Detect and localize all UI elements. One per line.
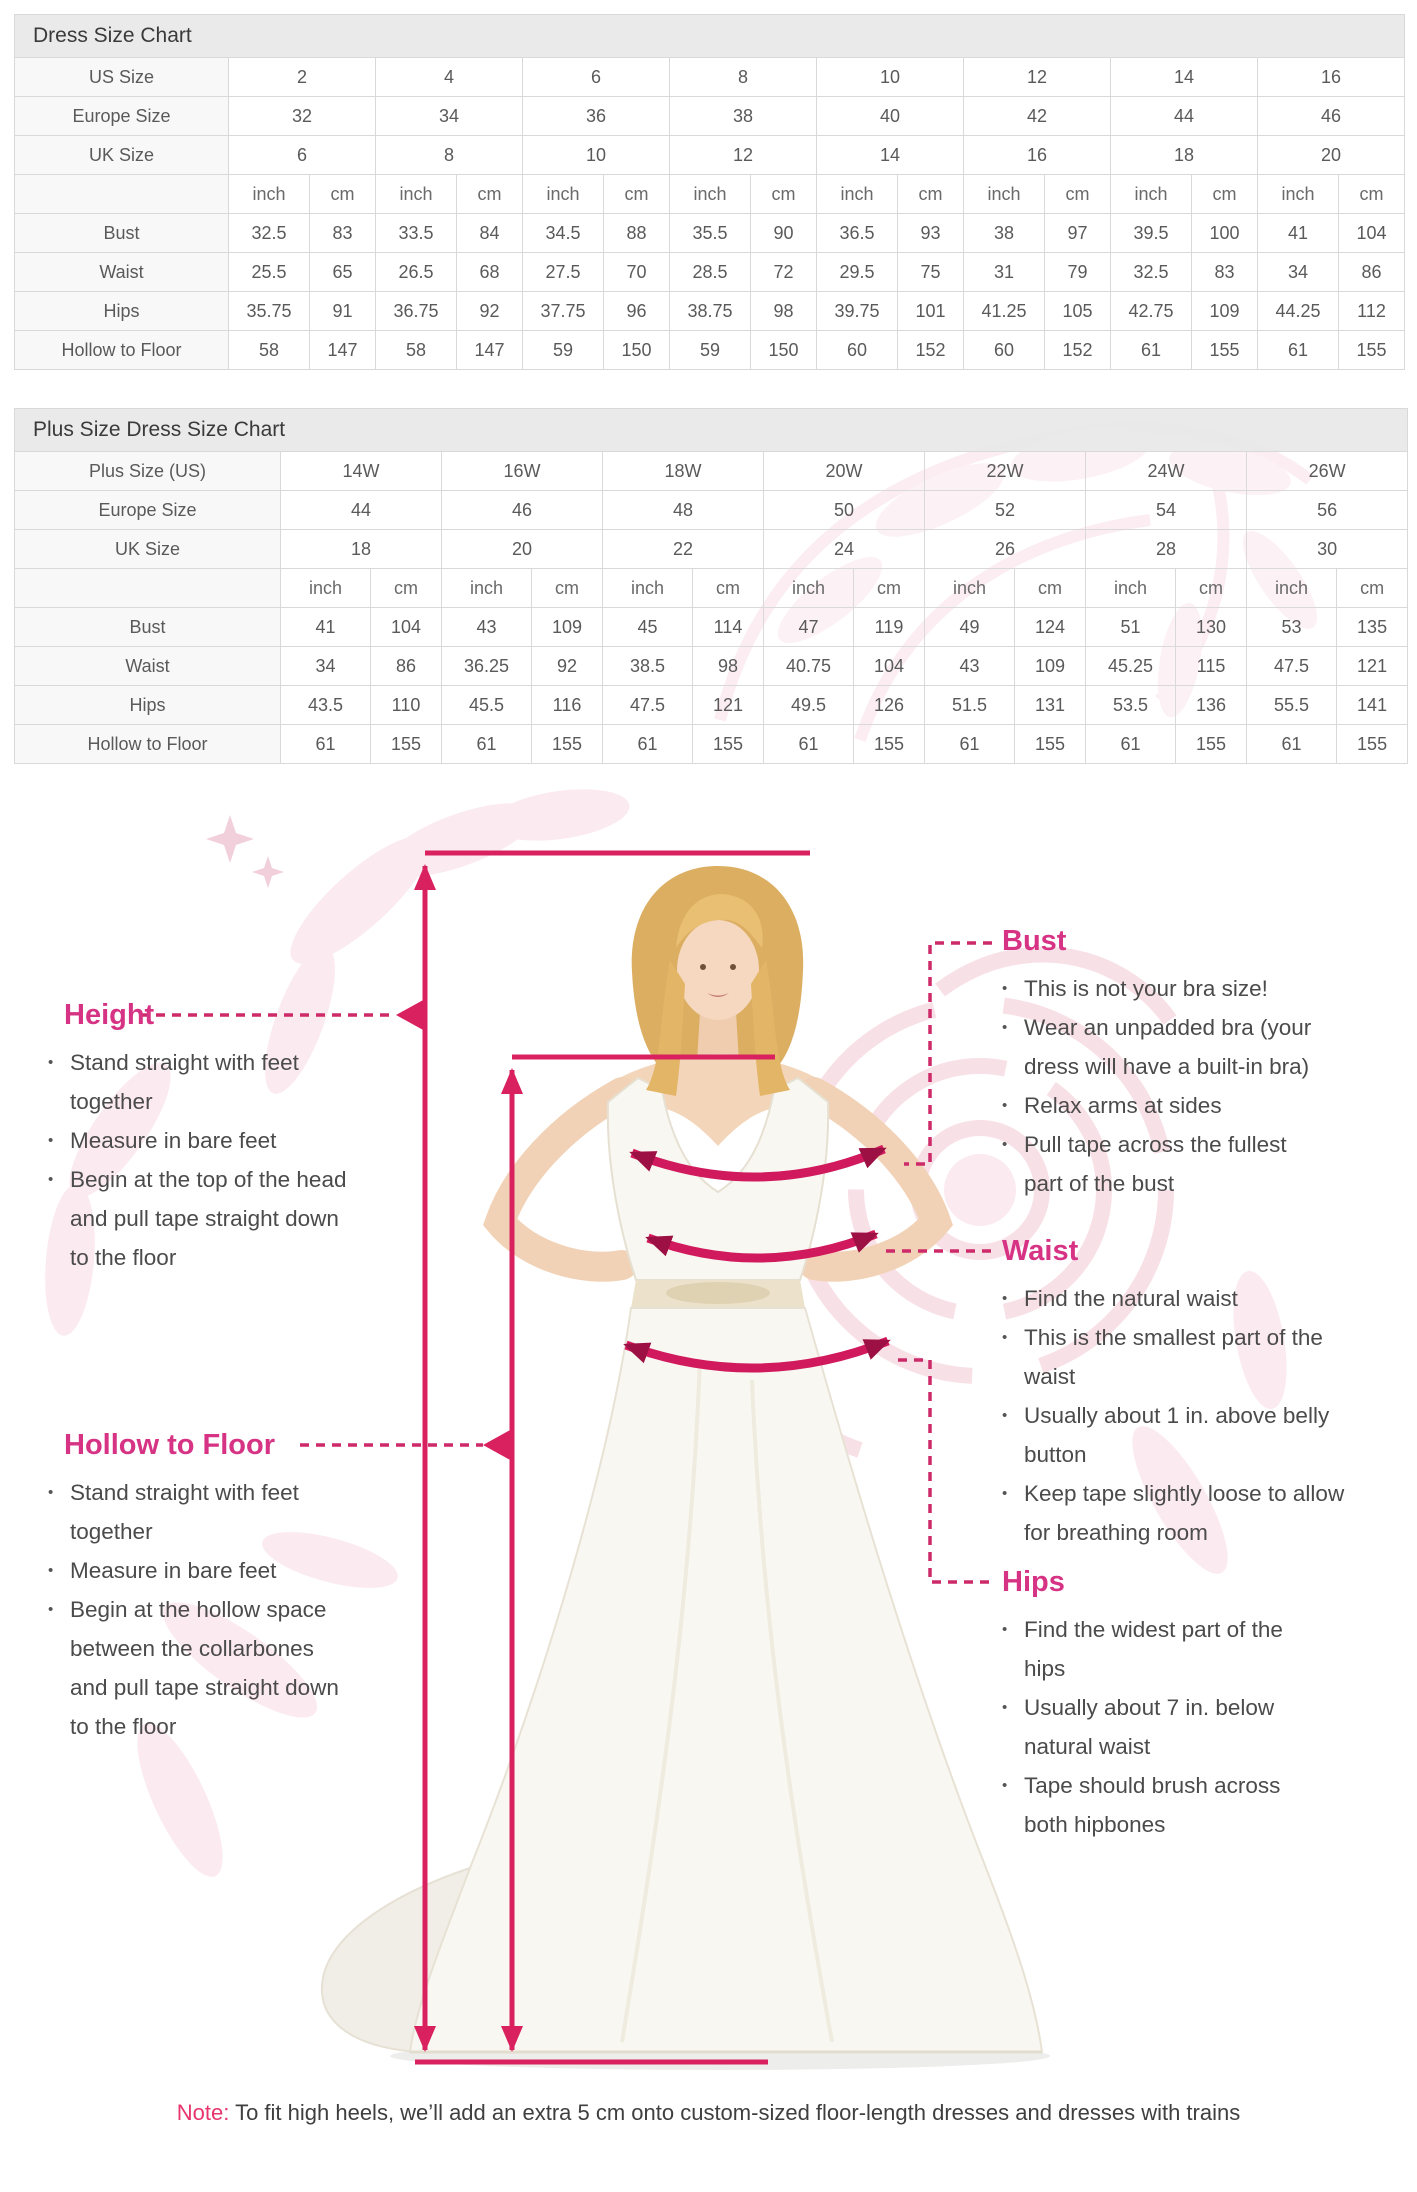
unit-label: inch bbox=[964, 175, 1045, 214]
measure-cell: 38.5 bbox=[603, 647, 693, 686]
measure-cell: 33.5 bbox=[376, 214, 457, 253]
measure-cell: 43 bbox=[925, 647, 1015, 686]
measure-cell: 36.25 bbox=[442, 647, 532, 686]
measure-cell: 135 bbox=[1337, 608, 1408, 647]
measure-cell: 121 bbox=[1337, 647, 1408, 686]
measure-cell: 92 bbox=[532, 647, 603, 686]
size-cell: 22W bbox=[925, 452, 1086, 491]
size-cell: 16 bbox=[1258, 58, 1405, 97]
measure-cell: 32.5 bbox=[1111, 253, 1192, 292]
table-row bbox=[15, 253, 1405, 292]
unit-label: cm bbox=[1337, 569, 1408, 608]
measure-cell: 152 bbox=[1045, 331, 1111, 370]
table-row bbox=[15, 725, 1408, 764]
size-cell: 28 bbox=[1086, 530, 1247, 569]
table-row bbox=[15, 530, 1408, 569]
measure-cell: 104 bbox=[1339, 214, 1405, 253]
measure-cell: 141 bbox=[1337, 686, 1408, 725]
dress-size-chart bbox=[14, 14, 1404, 370]
unit-label: inch bbox=[925, 569, 1015, 608]
measure-cell: 40.75 bbox=[764, 647, 854, 686]
size-cell: 40 bbox=[817, 97, 964, 136]
unit-label: cm bbox=[1339, 175, 1405, 214]
guide-bullets bbox=[1000, 1279, 1360, 1552]
measure-cell: 98 bbox=[693, 647, 764, 686]
measure-cell: 59 bbox=[523, 331, 604, 370]
measure-cell: 27.5 bbox=[523, 253, 604, 292]
row-label: Hollow to Floor bbox=[15, 725, 281, 764]
unit-label: cm bbox=[371, 569, 442, 608]
size-cell: 56 bbox=[1247, 491, 1408, 530]
measure-cell: 61 bbox=[925, 725, 1015, 764]
measure-cell: 97 bbox=[1045, 214, 1111, 253]
table-row bbox=[15, 452, 1408, 491]
measure-cell: 152 bbox=[898, 331, 964, 370]
row-label bbox=[15, 175, 229, 214]
guide-bullet: • Wear an unpadded bra (your dress will have a built-in bra) bbox=[1000, 1008, 1330, 1086]
measure-cell: 47.5 bbox=[603, 686, 693, 725]
size-cell: 6 bbox=[229, 136, 376, 175]
measure-cell: 115 bbox=[1176, 647, 1247, 686]
size-cell: 20W bbox=[764, 452, 925, 491]
measure-cell: 61 bbox=[1247, 725, 1337, 764]
measure-cell: 43 bbox=[442, 608, 532, 647]
measure-cell: 26.5 bbox=[376, 253, 457, 292]
measure-cell: 155 bbox=[1339, 331, 1405, 370]
measure-cell: 58 bbox=[376, 331, 457, 370]
hips-leader-line bbox=[898, 1360, 994, 1582]
model-illustration bbox=[322, 866, 1050, 2070]
chart-title: Plus Size Dress Size Chart bbox=[15, 409, 1408, 452]
unit-label: inch bbox=[1258, 175, 1339, 214]
bust-leader-line bbox=[904, 943, 992, 1164]
measure-cell: 61 bbox=[603, 725, 693, 764]
size-cell: 44 bbox=[281, 491, 442, 530]
guide-bullet: • This is not your bra size! bbox=[1000, 969, 1330, 1008]
measure-cell: 32.5 bbox=[229, 214, 310, 253]
guide-bullets bbox=[1000, 969, 1330, 1203]
measure-cell: 61 bbox=[1111, 331, 1192, 370]
size-cell: 54 bbox=[1086, 491, 1247, 530]
measure-cell: 49.5 bbox=[764, 686, 854, 725]
guide-section-height bbox=[46, 999, 356, 1277]
size-cell: 38 bbox=[670, 97, 817, 136]
table-row bbox=[15, 686, 1408, 725]
measure-cell: 37.75 bbox=[523, 292, 604, 331]
measure-cell: 61 bbox=[281, 725, 371, 764]
measure-cell: 34 bbox=[281, 647, 371, 686]
size-cell: 2 bbox=[229, 58, 376, 97]
measure-cell: 35.75 bbox=[229, 292, 310, 331]
measure-cell: 131 bbox=[1015, 686, 1086, 725]
size-cell: 16W bbox=[442, 452, 603, 491]
table-row bbox=[15, 136, 1405, 175]
unit-label: inch bbox=[764, 569, 854, 608]
guide-bullet: • Begin at the hollow space between the collarbones and pull tape straight down to the floor bbox=[46, 1590, 346, 1746]
guide-bullets bbox=[46, 1043, 356, 1277]
measure-cell: 83 bbox=[310, 214, 376, 253]
measure-cell: 90 bbox=[751, 214, 817, 253]
measure-cell: 31 bbox=[964, 253, 1045, 292]
plus-size-dress-size-chart bbox=[14, 408, 1404, 764]
measure-cell: 47 bbox=[764, 608, 854, 647]
unit-label: inch bbox=[1247, 569, 1337, 608]
guide-bullet: • Measure in bare feet bbox=[46, 1121, 356, 1160]
table-row bbox=[15, 608, 1408, 647]
measure-cell: 39.5 bbox=[1111, 214, 1192, 253]
measure-cell: 41 bbox=[281, 608, 371, 647]
size-cell: 12 bbox=[670, 136, 817, 175]
measure-cell: 155 bbox=[1015, 725, 1086, 764]
row-label: Hips bbox=[15, 292, 229, 331]
measure-cell: 36.5 bbox=[817, 214, 898, 253]
size-cell: 48 bbox=[603, 491, 764, 530]
measure-cell: 60 bbox=[964, 331, 1045, 370]
measure-cell: 84 bbox=[457, 214, 523, 253]
row-label: UK Size bbox=[15, 530, 281, 569]
table-row bbox=[15, 58, 1405, 97]
measure-cell: 126 bbox=[854, 686, 925, 725]
size-cell: 26 bbox=[925, 530, 1086, 569]
unit-label: inch bbox=[1111, 175, 1192, 214]
measure-cell: 130 bbox=[1176, 608, 1247, 647]
unit-label: cm bbox=[751, 175, 817, 214]
size-cell: 50 bbox=[764, 491, 925, 530]
measure-cell: 96 bbox=[604, 292, 670, 331]
unit-label: cm bbox=[1192, 175, 1258, 214]
row-label: Bust bbox=[15, 214, 229, 253]
size-cell: 32 bbox=[229, 97, 376, 136]
measure-cell: 43.5 bbox=[281, 686, 371, 725]
size-cell: 4 bbox=[376, 58, 523, 97]
row-label: Bust bbox=[15, 608, 281, 647]
measure-cell: 155 bbox=[532, 725, 603, 764]
size-cell: 18 bbox=[281, 530, 442, 569]
measure-cell: 100 bbox=[1192, 214, 1258, 253]
guide-bullet: • Find the widest part of the hips bbox=[1000, 1610, 1310, 1688]
measure-cell: 47.5 bbox=[1247, 647, 1337, 686]
measure-cell: 116 bbox=[532, 686, 603, 725]
chart-title: Dress Size Chart bbox=[15, 15, 1405, 58]
measure-cell: 114 bbox=[693, 608, 764, 647]
size-cell: 26W bbox=[1247, 452, 1408, 491]
row-label: US Size bbox=[15, 58, 229, 97]
table-row bbox=[15, 292, 1405, 331]
measure-cell: 35.5 bbox=[670, 214, 751, 253]
unit-row bbox=[15, 569, 1408, 608]
unit-label: inch bbox=[670, 175, 751, 214]
guide-section-title: Height bbox=[64, 999, 155, 1031]
measure-cell: 88 bbox=[604, 214, 670, 253]
size-cell: 8 bbox=[670, 58, 817, 97]
guide-section-bust bbox=[1000, 925, 1330, 1203]
guide-bullet: • Usually about 7 in. below natural waist bbox=[1000, 1688, 1310, 1766]
measure-cell: 61 bbox=[1086, 725, 1176, 764]
size-cell: 30 bbox=[1247, 530, 1408, 569]
guide-section-title: Hollow to Floor bbox=[64, 1429, 276, 1461]
measure-cell: 155 bbox=[693, 725, 764, 764]
measure-cell: 41 bbox=[1258, 214, 1339, 253]
unit-row bbox=[15, 175, 1405, 214]
measure-cell: 34.5 bbox=[523, 214, 604, 253]
unit-label: inch bbox=[1086, 569, 1176, 608]
measure-cell: 61 bbox=[1258, 331, 1339, 370]
size-cell: 16 bbox=[964, 136, 1111, 175]
unit-label: inch bbox=[603, 569, 693, 608]
measure-cell: 155 bbox=[854, 725, 925, 764]
unit-label: cm bbox=[1176, 569, 1247, 608]
measure-cell: 41.25 bbox=[964, 292, 1045, 331]
size-cell: 24W bbox=[1086, 452, 1247, 491]
measure-cell: 45.5 bbox=[442, 686, 532, 725]
unit-label: cm bbox=[898, 175, 964, 214]
guide-section-title: Hips bbox=[1002, 1566, 1065, 1598]
unit-label: inch bbox=[817, 175, 898, 214]
size-cell: 22 bbox=[603, 530, 764, 569]
unit-label: inch bbox=[281, 569, 371, 608]
row-label bbox=[15, 569, 281, 608]
measure-cell: 55.5 bbox=[1247, 686, 1337, 725]
guide-bullets bbox=[46, 1473, 346, 1746]
size-cell: 24 bbox=[764, 530, 925, 569]
height-leader-arrow bbox=[396, 999, 425, 1031]
measure-cell: 110 bbox=[371, 686, 442, 725]
measure-cell: 136 bbox=[1176, 686, 1247, 725]
measure-cell: 38 bbox=[964, 214, 1045, 253]
table-row bbox=[15, 647, 1408, 686]
guide-section-waist bbox=[1000, 1235, 1360, 1552]
measure-cell: 86 bbox=[1339, 253, 1405, 292]
guide-section-title: Waist bbox=[1002, 1235, 1079, 1267]
measure-cell: 147 bbox=[310, 331, 376, 370]
unit-label: inch bbox=[523, 175, 604, 214]
measure-cell: 150 bbox=[604, 331, 670, 370]
measure-cell: 36.75 bbox=[376, 292, 457, 331]
measure-cell: 155 bbox=[1337, 725, 1408, 764]
measure-cell: 105 bbox=[1045, 292, 1111, 331]
unit-label: inch bbox=[442, 569, 532, 608]
measure-cell: 124 bbox=[1015, 608, 1086, 647]
unit-label: cm bbox=[1045, 175, 1111, 214]
table-row bbox=[15, 331, 1405, 370]
measure-cell: 112 bbox=[1339, 292, 1405, 331]
table-row bbox=[15, 214, 1405, 253]
measure-cell: 109 bbox=[1015, 647, 1086, 686]
row-label: Hollow to Floor bbox=[15, 331, 229, 370]
measure-cell: 61 bbox=[442, 725, 532, 764]
measure-cell: 58 bbox=[229, 331, 310, 370]
measure-cell: 91 bbox=[310, 292, 376, 331]
measure-cell: 155 bbox=[371, 725, 442, 764]
measure-cell: 72 bbox=[751, 253, 817, 292]
size-cell: 44 bbox=[1111, 97, 1258, 136]
unit-label: cm bbox=[604, 175, 670, 214]
measure-cell: 42.75 bbox=[1111, 292, 1192, 331]
measure-cell: 155 bbox=[1176, 725, 1247, 764]
measure-cell: 101 bbox=[898, 292, 964, 331]
measure-cell: 79 bbox=[1045, 253, 1111, 292]
measure-cell: 28.5 bbox=[670, 253, 751, 292]
guide-bullets bbox=[1000, 1610, 1310, 1844]
guide-bullet: • Begin at the top of the head and pull tape straight down to the floor bbox=[46, 1160, 356, 1277]
heel-allowance-note bbox=[0, 2100, 1417, 2126]
table-row bbox=[15, 97, 1405, 136]
unit-label: cm bbox=[532, 569, 603, 608]
measure-cell: 119 bbox=[854, 608, 925, 647]
size-chart-table bbox=[14, 14, 1405, 370]
size-cell: 8 bbox=[376, 136, 523, 175]
guide-bullet: • Usually about 1 in. above belly button bbox=[1000, 1396, 1360, 1474]
size-cell: 12 bbox=[964, 58, 1111, 97]
size-cell: 34 bbox=[376, 97, 523, 136]
size-cell: 20 bbox=[1258, 136, 1405, 175]
measure-cell: 92 bbox=[457, 292, 523, 331]
measure-cell: 38.75 bbox=[670, 292, 751, 331]
measure-cell: 121 bbox=[693, 686, 764, 725]
measure-cell: 51.5 bbox=[925, 686, 1015, 725]
measure-cell: 34 bbox=[1258, 253, 1339, 292]
measure-cell: 75 bbox=[898, 253, 964, 292]
size-cell: 18W bbox=[603, 452, 764, 491]
guide-bullet: • Relax arms at sides bbox=[1000, 1086, 1330, 1125]
hollow-leader-arrow bbox=[483, 1429, 512, 1461]
measure-cell: 65 bbox=[310, 253, 376, 292]
measure-cell: 70 bbox=[604, 253, 670, 292]
measure-cell: 150 bbox=[751, 331, 817, 370]
measure-cell: 25.5 bbox=[229, 253, 310, 292]
size-cell: 42 bbox=[964, 97, 1111, 136]
note-label: Note: bbox=[176, 2100, 230, 2125]
measure-cell: 45 bbox=[603, 608, 693, 647]
size-cell: 18 bbox=[1111, 136, 1258, 175]
size-cell: 14 bbox=[1111, 58, 1258, 97]
unit-label: cm bbox=[693, 569, 764, 608]
size-cell: 14 bbox=[817, 136, 964, 175]
size-cell: 46 bbox=[1258, 97, 1405, 136]
guide-bullet: • Find the natural waist bbox=[1000, 1279, 1360, 1318]
guide-bullet: • Stand straight with feet together bbox=[46, 1043, 356, 1121]
guide-bullet: • Measure in bare feet bbox=[46, 1551, 346, 1590]
size-cell: 52 bbox=[925, 491, 1086, 530]
guide-section-title: Bust bbox=[1002, 925, 1067, 957]
row-label: Waist bbox=[15, 647, 281, 686]
guide-bullet: • Pull tape across the fullest part of the bust bbox=[1000, 1125, 1330, 1203]
size-cell: 10 bbox=[817, 58, 964, 97]
unit-label: cm bbox=[310, 175, 376, 214]
size-cell: 14W bbox=[281, 452, 442, 491]
measure-cell: 109 bbox=[532, 608, 603, 647]
note-text: To fit high heels, we’ll add an extra 5 cm onto custom-sized floor-length dresses and dresses with trains bbox=[229, 2100, 1241, 2125]
measure-cell: 53.5 bbox=[1086, 686, 1176, 725]
measure-cell: 59 bbox=[670, 331, 751, 370]
measure-cell: 60 bbox=[817, 331, 898, 370]
size-cell: 6 bbox=[523, 58, 670, 97]
measure-cell: 86 bbox=[371, 647, 442, 686]
guide-section-hollow-to-floor bbox=[46, 1429, 346, 1746]
measure-cell: 93 bbox=[898, 214, 964, 253]
measure-cell: 109 bbox=[1192, 292, 1258, 331]
row-label: Waist bbox=[15, 253, 229, 292]
measure-cell: 147 bbox=[457, 331, 523, 370]
row-label: Europe Size bbox=[15, 97, 229, 136]
measure-cell: 104 bbox=[854, 647, 925, 686]
guide-bullet: • This is the smallest part of the waist bbox=[1000, 1318, 1360, 1396]
row-label: Europe Size bbox=[15, 491, 281, 530]
guide-bullet: • Stand straight with feet together bbox=[46, 1473, 346, 1551]
guide-section-hips bbox=[1000, 1566, 1310, 1844]
measure-cell: 44.25 bbox=[1258, 292, 1339, 331]
size-cell: 36 bbox=[523, 97, 670, 136]
unit-label: inch bbox=[229, 175, 310, 214]
measure-cell: 39.75 bbox=[817, 292, 898, 331]
measure-cell: 155 bbox=[1192, 331, 1258, 370]
measure-cell: 104 bbox=[371, 608, 442, 647]
measure-cell: 53 bbox=[1247, 608, 1337, 647]
row-label: UK Size bbox=[15, 136, 229, 175]
row-label: Plus Size (US) bbox=[15, 452, 281, 491]
guide-bullet: • Tape should brush across both hipbones bbox=[1000, 1766, 1310, 1844]
row-label: Hips bbox=[15, 686, 281, 725]
measure-cell: 49 bbox=[925, 608, 1015, 647]
measure-cell: 98 bbox=[751, 292, 817, 331]
guide-bullet: • Keep tape slightly loose to allow for breathing room bbox=[1000, 1474, 1360, 1552]
measure-cell: 51 bbox=[1086, 608, 1176, 647]
size-chart-table bbox=[14, 408, 1408, 764]
unit-label: cm bbox=[1015, 569, 1086, 608]
size-cell: 20 bbox=[442, 530, 603, 569]
unit-label: inch bbox=[376, 175, 457, 214]
size-cell: 10 bbox=[523, 136, 670, 175]
measure-cell: 61 bbox=[764, 725, 854, 764]
measure-cell: 45.25 bbox=[1086, 647, 1176, 686]
measure-cell: 83 bbox=[1192, 253, 1258, 292]
measure-cell: 29.5 bbox=[817, 253, 898, 292]
table-row bbox=[15, 491, 1408, 530]
unit-label: cm bbox=[854, 569, 925, 608]
measure-cell: 68 bbox=[457, 253, 523, 292]
size-cell: 46 bbox=[442, 491, 603, 530]
unit-label: cm bbox=[457, 175, 523, 214]
